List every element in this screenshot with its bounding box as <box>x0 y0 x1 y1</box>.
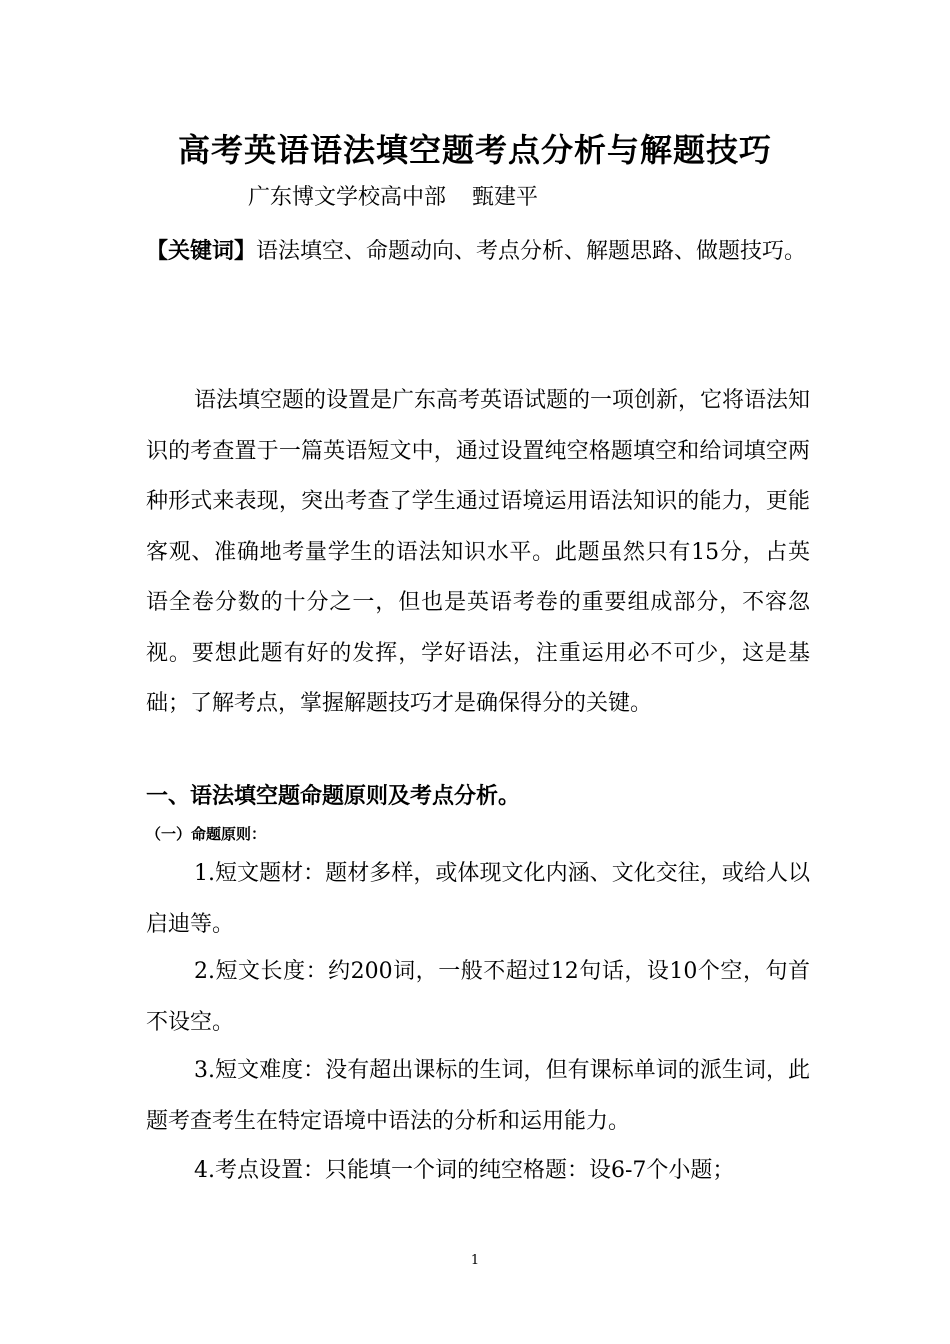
section-heading: 一、语法填空题命题原则及考点分析。 <box>146 784 521 809</box>
page-number: 1 <box>470 1253 480 1268</box>
list-item: 2.短文长度：约200词，一般不超过12句话，设10个空，句首不设空。 <box>146 959 810 1035</box>
list-item: 4.考点设置：只能填一个词的纯空格题：设6-7个小题； <box>194 1158 735 1183</box>
list-item: 3.短文难度：没有超出课标的生词，但有课标单词的派生词，此题考查考生在特定语境中语法的分析和运用能力。 <box>146 1058 810 1134</box>
list-item: 1.短文题材：题材多样，或体现文化内涵、文化交往，或给人以启迪等。 <box>146 861 810 937</box>
author-name: 甄建平 <box>472 185 539 210</box>
subsection-heading: （一）命题原则： <box>146 825 267 843</box>
keywords-text: 语法填空、命题动向、考点分析、解题思路、做题技巧。 <box>256 239 807 264</box>
keywords-paragraph <box>146 227 810 277</box>
document-title: 高考英语语法填空题考点分析与解题技巧 <box>177 131 772 169</box>
intro-paragraph: 语法填空题的设置是广东高考英语试题的一项创新，它将语法知识的考查置于一篇英语短文中，通过设置纯空格题填空和给词填空两种形式来表现，突出考查了学生通过语境运用语法知识的能力，更能客观、准确地考量学生的语法知识水平。此题虽然只有15分，占英语全卷分数的十分之一，但也是英语考卷的重要组成部分，不容忽视。要想此题有好的发挥，学好语法，注重运用必不可少，这是基础；了解考点，掌握解题技巧才是确保得分的关键。 <box>146 388 811 716</box>
keywords-label: 【关键词】 <box>146 239 257 264</box>
author-school: 广东博文学校高中部 <box>248 185 447 210</box>
author-line <box>248 182 538 214</box>
